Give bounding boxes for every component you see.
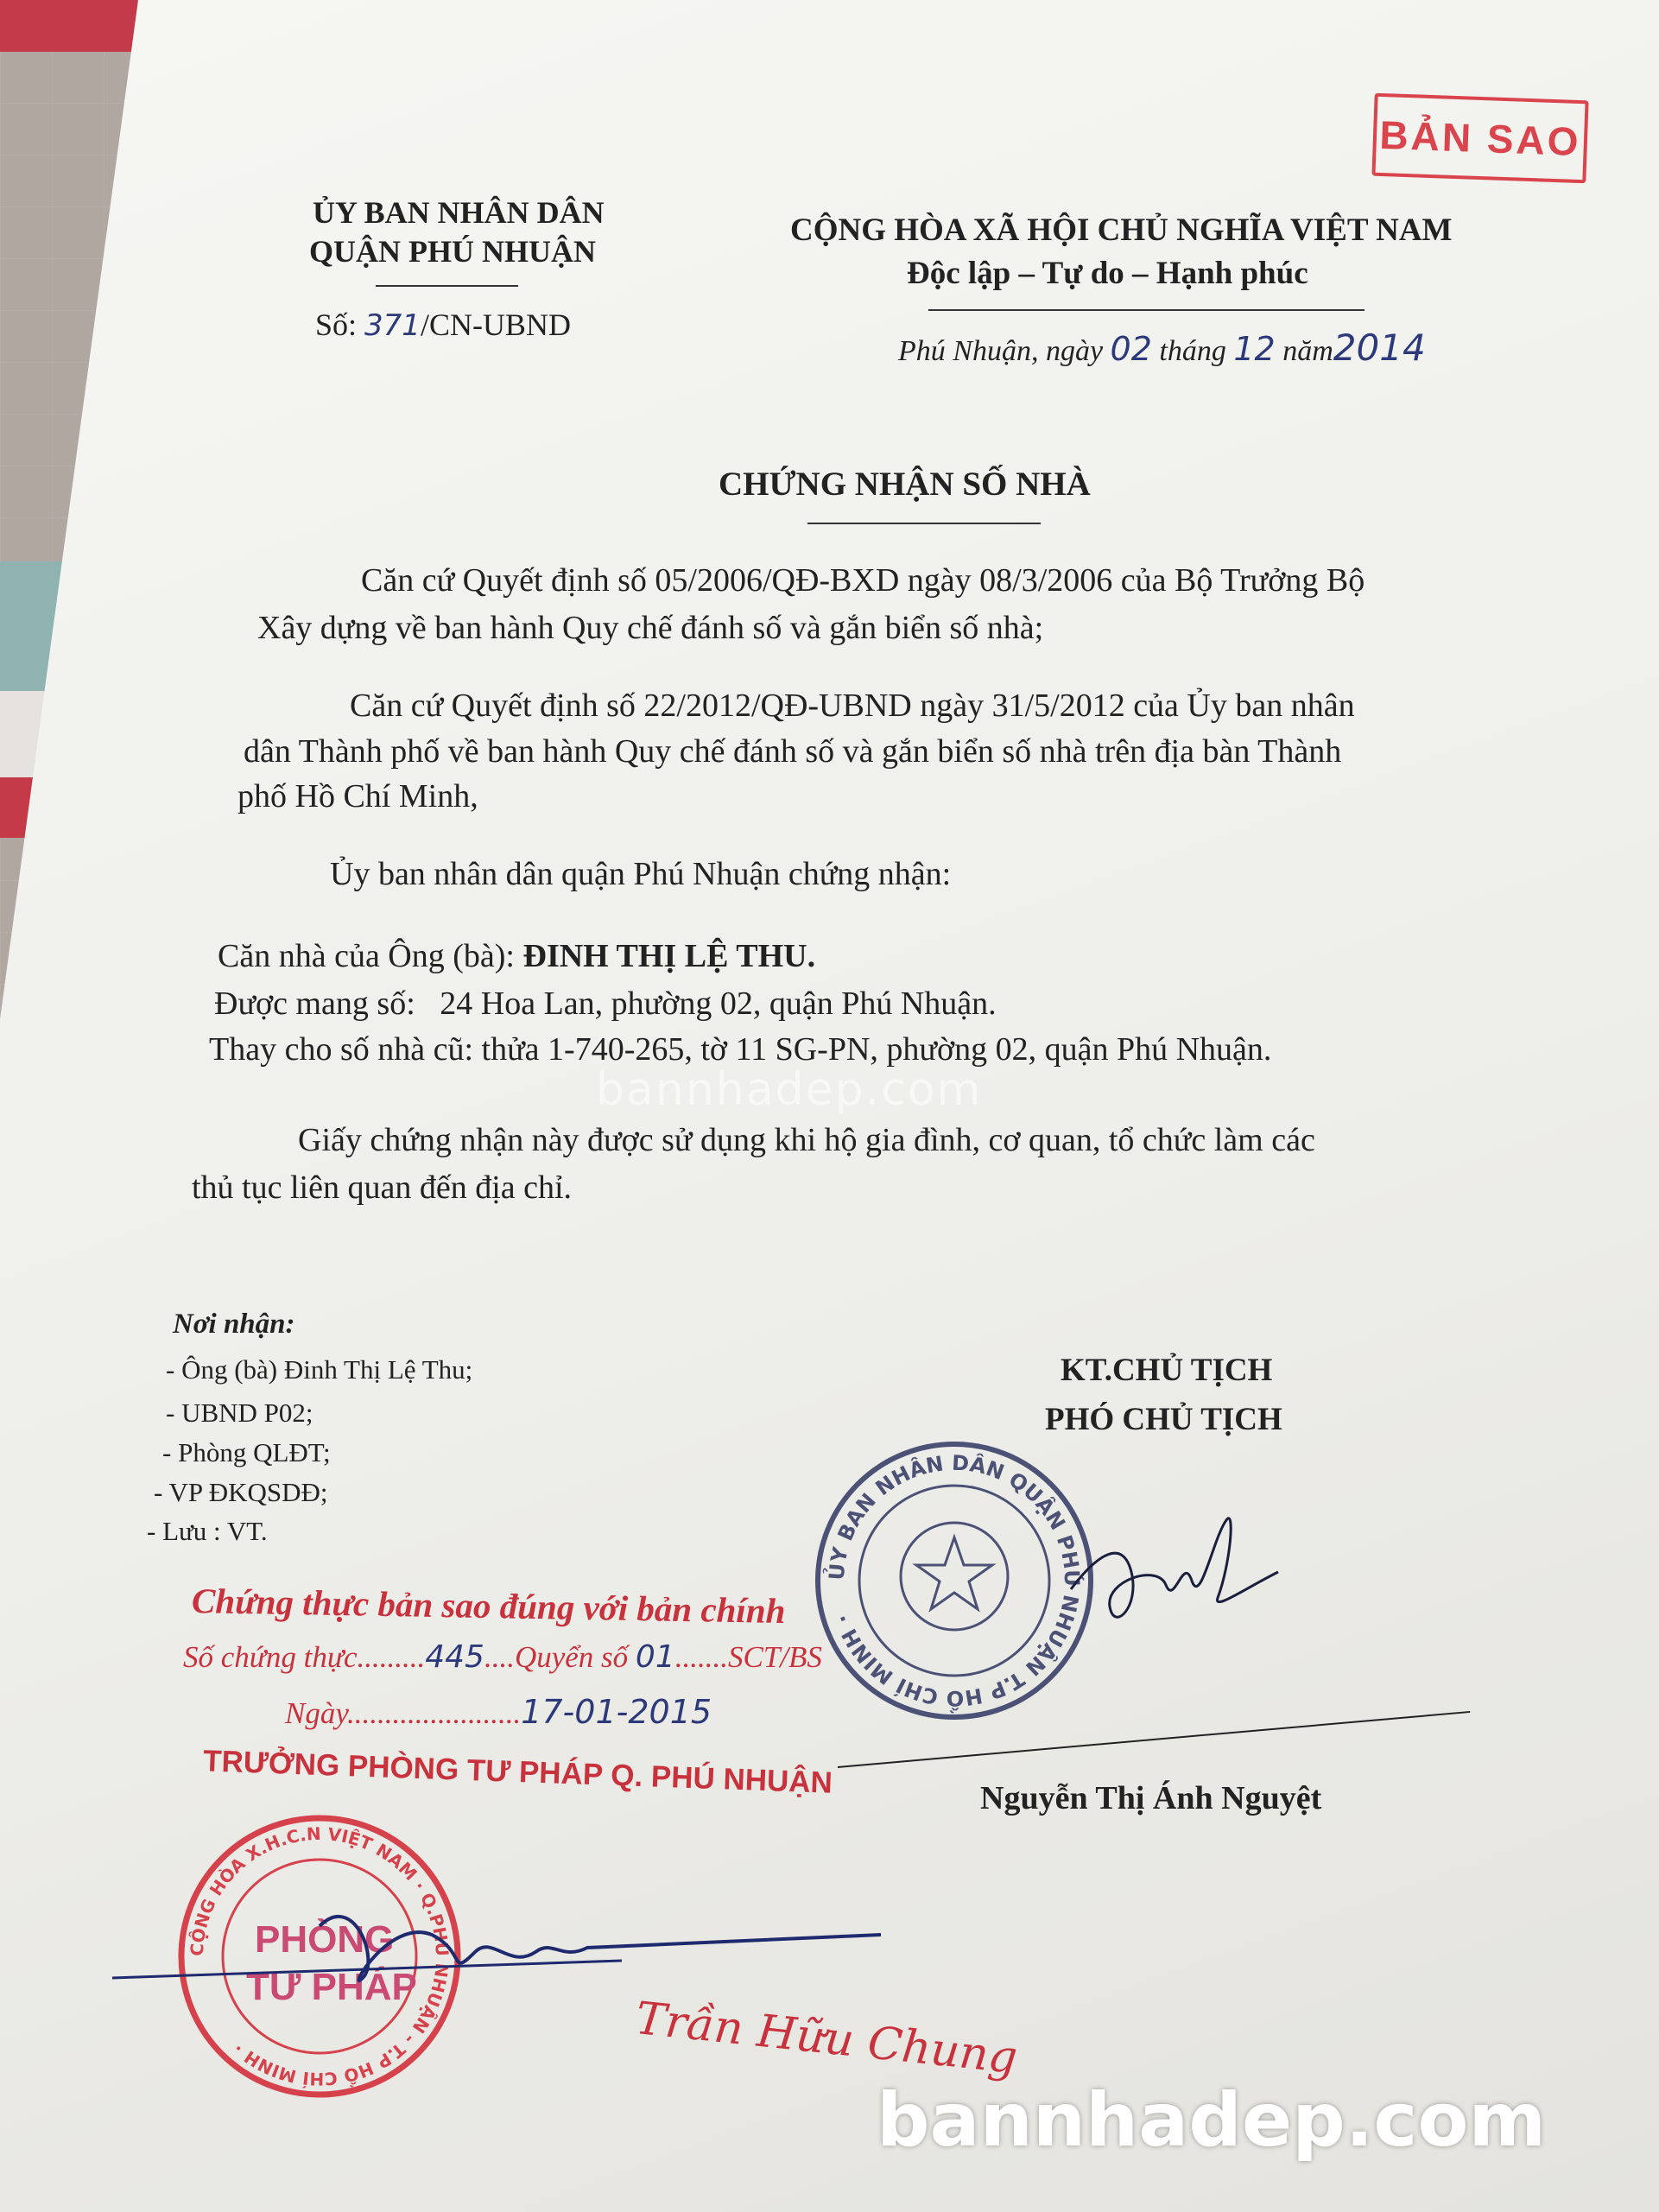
certification-number-line: Số chứng thực.........445....Quyển số 01.......SCT/BS [183,1639,822,1675]
justice-seal-text: CỘNG HÒA X.H.C.N VIỆT NAM · Q.PHÚ NHUẬN - T.P HỒ CHÍ MINH · [186,1822,453,2090]
justice-signer-name: Trần Hữu Chung [633,1992,1020,2085]
owner-label: Căn nhà của Ông (bà): [218,938,515,974]
document-title: CHỨNG NHẬN SỐ NHÀ [719,466,1091,503]
place-date [898,326,1426,369]
para2-line2: dân Thành phố về ban hành Quy chế đánh số và gắn biển số nhà trên địa bàn Thành [244,733,1342,770]
owner-name: ĐINH THỊ LỆ THU. [522,938,816,974]
signer-name: Nguyễn Thị Ánh Nguyệt [980,1780,1322,1816]
recipient-item: - Lưu : VT. [147,1516,268,1546]
vice-chair-signature [1062,1503,1287,1650]
justice-signature [104,1857,898,2004]
recipient-item: - VP ĐKQSDĐ; [154,1477,328,1507]
cert-no-value: 445 [425,1639,484,1675]
cert-no-label: Số chứng thực [183,1640,358,1674]
cert-book-suffix: SCT/BS [727,1640,822,1674]
recipient-item: - Phòng QLĐT; [162,1437,331,1467]
seal-center-line-2: TƯ PHÁP [246,1966,417,2008]
place-date-label: Phú Nhuận, ngày [898,335,1104,367]
title-underline [807,523,1041,524]
address-line [214,985,997,1023]
cert-book-label: Quyển số [514,1640,629,1674]
certification-line: Chứng thực bản sao đúng với bản chính [191,1581,786,1631]
doc-number-value: 371 [364,308,421,343]
address-value: 24 Hoa Lan, phường 02, quận Phú Nhuận. [440,986,997,1022]
old-address: Thay cho số nhà cũ: thửa 1-740-265, tờ 11 SG-PN, phường 02, quận Phú Nhuận. [209,1031,1272,1068]
recipients-label-text: Nơi nhận [173,1309,286,1340]
cert-date-value: 17-01-2015 [521,1693,712,1731]
date-year: 2014 [1333,326,1426,369]
address-label: Được mang số: [214,986,415,1022]
motto-underline [928,309,1365,311]
issuer-line-1: ỦY BAN NHÂN DÂN [313,195,605,230]
recipient-item: - UBND P02; [166,1398,313,1428]
doc-number [315,307,571,343]
justice-office-title: TRƯỞNG PHÒNG TƯ PHÁP Q. PHÚ NHUẬN [202,1744,833,1800]
issuer-line-2: QUẬN PHÚ NHUẬN [309,234,596,269]
para1-line1: Căn cứ Quyết định số 05/2006/QĐ-BXD ngày 08/3/2006 của Bộ Trưởng Bộ [361,562,1365,599]
date-month: 12 [1233,330,1276,368]
para4-line2: thủ tục liên quan đến địa chỉ. [192,1169,573,1206]
date-year-label: năm [1282,335,1333,367]
para2-line1: Căn cứ Quyết định số 22/2012/QĐ-UBND ngày 31/5/2012 của Ủy ban nhân [350,688,1355,724]
watermark-text: bannhadep.com [596,1064,983,1116]
date-month-label: tháng [1159,335,1226,367]
district-seal-text: ỦY BAN NHÂN DÂN QUẬN PHÚ NHUẬN T.P HỒ CHÍ MINH · [824,1450,1085,1711]
signer-role-1: KT.CHỦ TỊCH [1061,1353,1273,1388]
para1-line2: Xây dựng về ban hành Quy chế đánh số và gắn biển số nhà; [257,610,1044,646]
cert-book-value: 01 [635,1639,675,1675]
nation-title: CỘNG HÒA XÃ HỘI CHỦ NGHĨA VIỆT NAM [790,212,1453,248]
para3: Ủy ban nhân dân quận Phú Nhuận chứng nhận: [330,856,952,892]
recipients-label: Nơi nhận: [173,1309,295,1340]
para4-line1: Giấy chứng nhận này được sử dụng khi hộ gia đình, cơ quan, tổ chức làm các [298,1122,1315,1158]
copy-stamp: BẢN SAO [1371,93,1588,184]
doc-number-suffix: /CN-UBND [420,307,571,342]
date-day: 02 [1110,330,1152,368]
certification-date-line: Ngày.......................17-01-2015 [285,1693,712,1731]
watermark-logo: bannhadep.com [877,2077,1547,2164]
seal-center-line-1: PHÒNG [255,1918,395,1961]
signer-role-2: PHÓ CHỦ TỊCH [1045,1402,1282,1437]
nation-motto: Độc lập – Tự do – Hạnh phúc [907,256,1308,291]
owner-line [218,937,815,975]
para2-line3: phố Hồ Chí Minh, [237,778,478,814]
doc-number-label: Số: [315,307,358,342]
district-seal [807,1434,1101,1727]
recipient-item: - Ông (bà) Đinh Thị Lệ Thu; [166,1354,473,1385]
cert-date-label: Ngày [285,1696,347,1730]
issuer-underline [376,285,518,287]
